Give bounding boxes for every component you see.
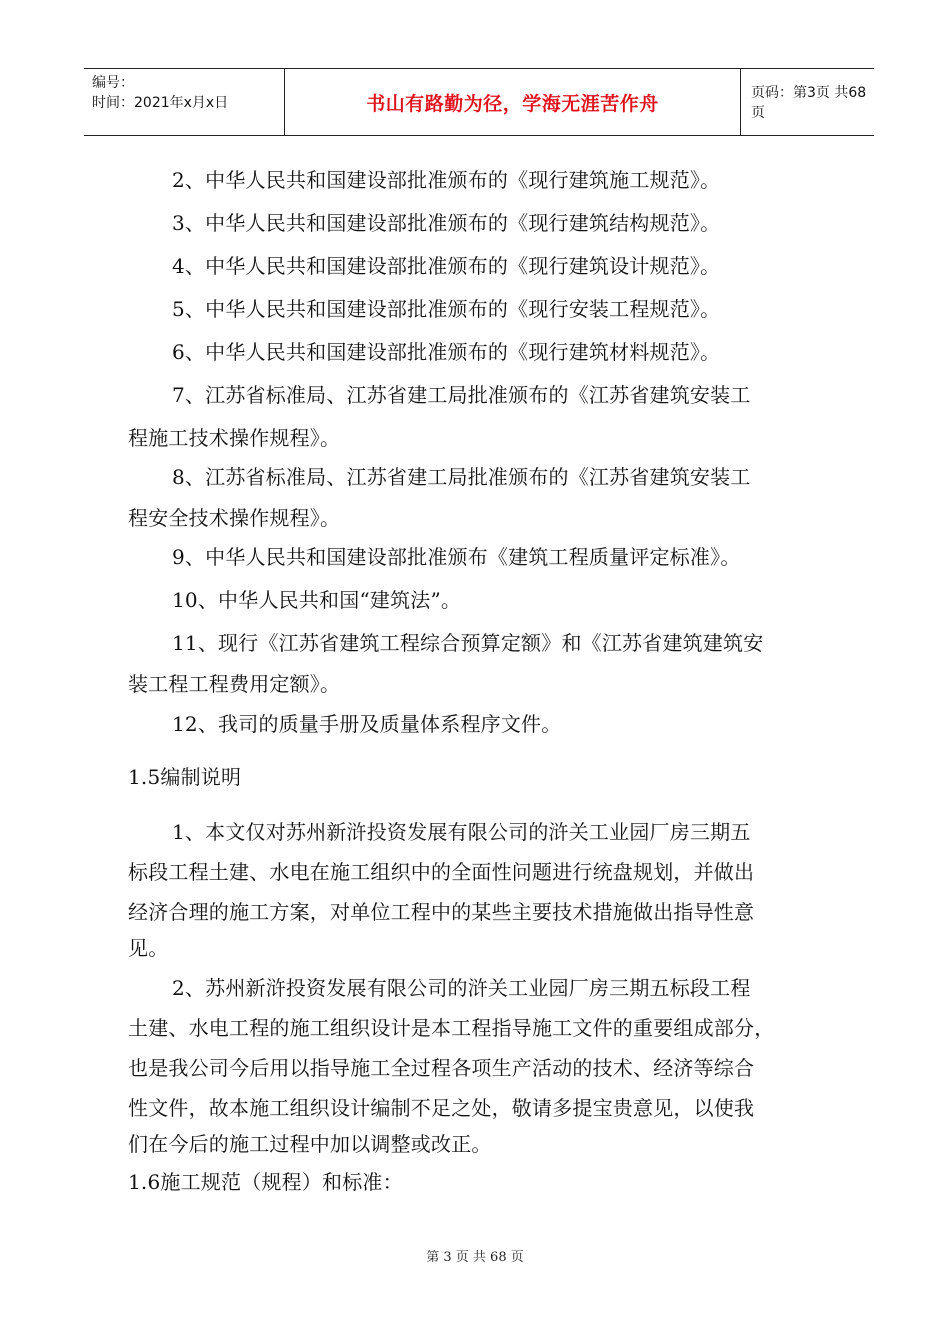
header-motto: 书山有路勤为径，学海无涯苦作舟 — [285, 69, 741, 135]
text-line: 土建、水电工程的施工组织设计是本工程指导施工文件的重要组成部分， — [128, 1016, 775, 1040]
page-header — [84, 68, 874, 136]
section-heading-1-5: 1.5编制说明 — [128, 765, 242, 789]
section-heading-1-6: 1.6施工规范（规程）和标准： — [128, 1170, 403, 1194]
text-line: 装工程工程费用定额》。 — [128, 672, 341, 696]
text-line: 1、本文仅对苏州新浒投资发展有限公司的浒关工业园厂房三期五 — [172, 820, 751, 844]
time-label: 时间：2021年x月x日 — [92, 95, 229, 111]
text-line: 12、我司的质量手册及质量体系程序文件。 — [172, 712, 562, 736]
header-left-cell — [84, 69, 285, 135]
text-line: 程安全技术操作规程》。 — [128, 506, 341, 530]
text-line: 们在今后的施工过程中加以调整或改正。 — [128, 1132, 492, 1156]
text-line: 3、中华人民共和国建设部批准颁布的《现行建筑结构规范》。 — [172, 211, 721, 235]
header-page-info: 页码：第3页 共68页 — [751, 85, 867, 121]
text-line: 11、现行《江苏省建筑工程综合预算定额》和《江苏省建筑建筑安 — [172, 631, 764, 655]
text-line: 性文件，故本施工组织设计编制不足之处，敬请多提宝贵意见，以使我 — [128, 1096, 755, 1120]
text-line: 4、中华人民共和国建设部批准颁布的《现行建筑设计规范》。 — [172, 254, 721, 278]
serial-label: 编号： — [92, 75, 134, 91]
text-line: 7、江苏省标准局、江苏省建工局批准颁布的《江苏省建筑安装工 — [172, 383, 751, 407]
text-line: 8、江苏省标准局、江苏省建工局批准颁布的《江苏省建筑安装工 — [172, 465, 751, 489]
text-line: 6、中华人民共和国建设部批准颁布的《现行建筑材料规范》。 — [172, 340, 721, 364]
text-line: 5、中华人民共和国建设部批准颁布的《现行安装工程规范》。 — [172, 297, 721, 321]
text-line: 2、苏州新浒投资发展有限公司的浒关工业园厂房三期五标段工程 — [172, 976, 751, 1000]
text-line: 2、中华人民共和国建设部批准颁布的《现行建筑施工规范》。 — [172, 168, 721, 192]
text-line: 也是我公司今后用以指导施工全过程各项生产活动的技术、经济等综合 — [128, 1056, 755, 1080]
text-line: 10、中华人民共和国“建筑法”。 — [172, 588, 462, 612]
text-line: 见。 — [128, 936, 169, 960]
page-footer: 第 3 页 共 68 页 — [426, 1250, 524, 1265]
text-line: 标段工程土建、水电在施工组织中的全面性问题进行统盘规划，并做出 — [128, 860, 755, 884]
text-line: 9、中华人民共和国建设部批准颁布《建筑工程质量评定标准》。 — [172, 545, 741, 569]
text-line: 程施工技术操作规程》。 — [128, 426, 341, 450]
text-line: 经济合理的施工方案，对单位工程中的某些主要技术措施做出指导性意 — [128, 900, 755, 924]
